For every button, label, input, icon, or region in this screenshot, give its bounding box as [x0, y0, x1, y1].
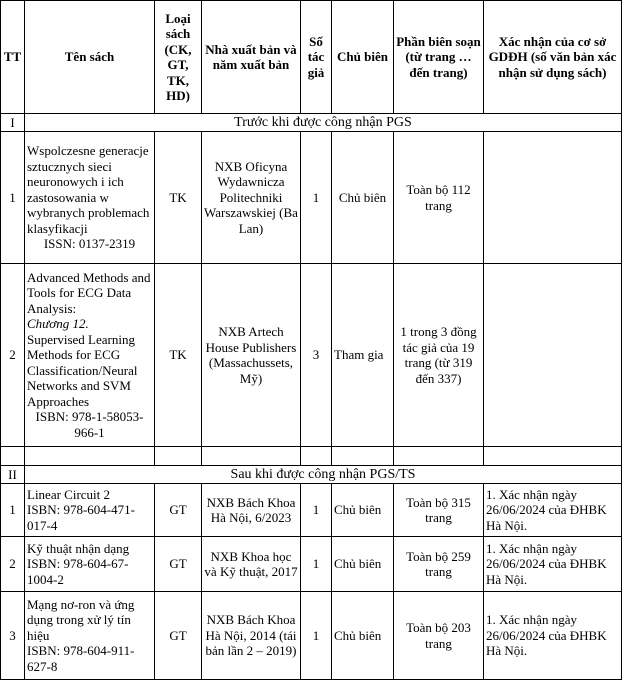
header-phan-bien-soan: Phần biên soạn (từ trang … đến trang) — [394, 1, 484, 114]
book-pages: Toàn bộ 203 trang — [394, 592, 484, 680]
table-row — [1, 537, 622, 592]
book-role: Chủ biên — [332, 537, 394, 592]
section-number: II — [1, 466, 25, 484]
book-title-suffix: Supervised Learning Methods for ECG Classification/Neural Networks and SVM Approaches — [27, 331, 138, 409]
book-title: Mạng nơ-ron và ứng dụng trong xử lý tín hiệu — [27, 596, 135, 643]
book-role: Chủ biên — [332, 484, 394, 537]
table-row — [1, 132, 622, 264]
book-pages: 1 trong 3 đồng tác giả của 19 trang (từ 319 đến 337) — [394, 264, 484, 447]
book-publisher: NXB Bách Khoa Hà Nội, 2014 (tái bản lần 2 – 2019) — [202, 592, 301, 680]
blank-row — [1, 447, 622, 466]
book-authors: 1 — [301, 484, 332, 537]
book-confirm — [484, 132, 622, 264]
row-tt: 3 — [1, 592, 25, 680]
book-isbn: ISSN: 0137-2319 — [43, 236, 136, 252]
book-confirm — [484, 264, 622, 447]
table-row — [1, 484, 622, 537]
header-tt: TT — [1, 1, 25, 114]
book-type: GT — [155, 592, 202, 680]
row-tt: 2 — [1, 537, 25, 592]
book-title: Wspolczesne generacje sztucznych sieci neuronowych i ich zastosowania w wybranych problemach klasyfikacji — [27, 143, 150, 236]
book-type: TK — [155, 264, 202, 447]
header-ten-sach: Tên sách — [25, 1, 155, 114]
book-title-cell — [25, 537, 155, 592]
table-row — [1, 264, 622, 447]
book-role: Tham gia — [332, 264, 394, 447]
book-chapter-label: Chương 12. — [27, 316, 89, 332]
section-row-1 — [1, 114, 622, 132]
book-publisher: NXB Bách Khoa Hà Nội, 6/2023 — [202, 484, 301, 537]
book-isbn: ISBN: 978-604-471-017-4 — [27, 502, 135, 533]
book-title-cell — [25, 264, 155, 447]
book-authors: 1 — [301, 592, 332, 680]
book-publisher: NXB Artech House Publishers (Massachussets, Mỹ) — [202, 264, 301, 447]
header-loai-sach: Loại sách (CK, GT, TK, HD) — [155, 1, 202, 114]
book-publisher: NXB Oficyna Wydawnicza Politechniki Warszawskiej (Ba Lan) — [202, 132, 301, 264]
section-title: Trước khi được công nhận PGS — [25, 114, 622, 132]
section-row-2 — [1, 466, 622, 484]
book-pages: Toàn bộ 315 trang — [394, 484, 484, 537]
book-type: TK — [155, 132, 202, 264]
book-title-cell — [25, 484, 155, 537]
book-confirm: 1. Xác nhận ngày 26/06/2024 của ĐHBK Hà Nội. — [484, 537, 622, 592]
header-row — [1, 1, 622, 114]
book-isbn: ISBN: 978-1-58053-966-1 — [35, 409, 144, 440]
book-authors: 1 — [301, 537, 332, 592]
header-nxb: Nhà xuất bản và năm xuất bản — [202, 1, 301, 114]
book-title: Kỹ thuật nhận dạng — [27, 540, 130, 556]
row-tt: 2 — [1, 264, 25, 447]
header-xac-nhan: Xác nhận của cơ sở GDĐH (số văn bản xác nhận sử dụng sách) — [484, 1, 622, 114]
book-chapter — [27, 316, 152, 332]
book-authors: 3 — [301, 264, 332, 447]
book-type: GT — [155, 537, 202, 592]
book-title-cell — [25, 132, 155, 264]
section-number: I — [1, 114, 25, 132]
book-authors: 1 — [301, 132, 332, 264]
book-title-cell — [25, 592, 155, 680]
book-pages: Toàn bộ 112 trang — [394, 132, 484, 264]
book-publisher: NXB Khoa học và Kỹ thuật, 2017 — [202, 537, 301, 592]
book-pages: Toàn bộ 259 trang — [394, 537, 484, 592]
book-type: GT — [155, 484, 202, 537]
table-row — [1, 592, 622, 680]
book-confirm: 1. Xác nhận ngày 26/06/2024 của ĐHBK Hà Nội. — [484, 484, 622, 537]
book-role: Chủ biên — [332, 132, 394, 264]
header-chu-bien: Chủ biên — [332, 1, 394, 114]
book-title: Linear Circuit 2 — [27, 486, 111, 502]
row-tt: 1 — [1, 132, 25, 264]
header-so-tac-gia: Số tác giả — [301, 1, 332, 114]
book-confirm: 1. Xác nhận ngày 26/06/2024 của ĐHBK Hà Nội. — [484, 592, 622, 680]
section-title: Sau khi được công nhận PGS/TS — [25, 466, 622, 484]
book-isbn: ISBN: 978-604-67-1004-2 — [27, 556, 129, 587]
book-title: Advanced Methods and Tools for ECG Data Analysis: — [27, 269, 151, 316]
book-isbn: ISBN: 978-604-911-627-8 — [27, 643, 135, 674]
row-tt: 1 — [1, 484, 25, 537]
book-role: Chủ biên — [332, 592, 394, 680]
